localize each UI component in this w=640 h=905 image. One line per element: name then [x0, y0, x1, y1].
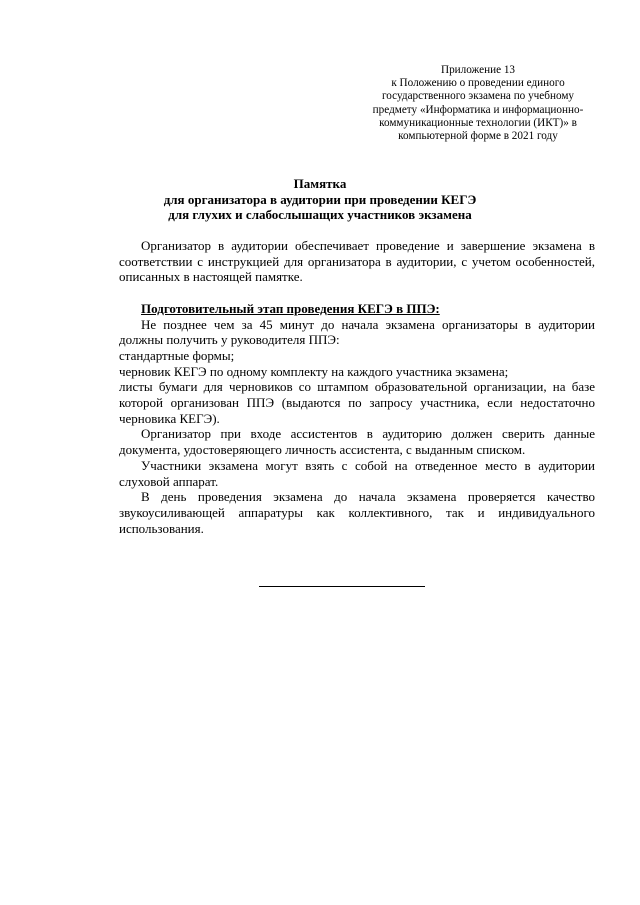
title-line: для глухих и слабослышащих участников экзамена: [168, 207, 472, 222]
end-separator-line: [259, 586, 425, 587]
appendix-line: предмету «Информатика и информационно-: [372, 103, 584, 116]
body-paragraph: Участники экзамена могут взять с собой на отведенное место в аудитории слуховой аппарат.: [119, 457, 595, 489]
list-item: черновик КЕГЭ по одному комплекту на каждого участника экзамена;: [119, 363, 509, 379]
appendix-line: Приложение 13: [440, 64, 516, 76]
section-heading-paragraph: [119, 301, 595, 317]
list-item: стандартные формы;: [119, 347, 235, 363]
intro-paragraph: Организатор в аудитории обеспечивает проведение и завершение экзамена в соответствии с инструкцией для организатора в аудитории, с учетом особенностей, описанных в настоящей памятке.: [119, 238, 595, 285]
section-lead-paragraph: Не позднее чем за 45 минут до начала экзамена организаторы в аудитории должны получить у руководителя ППЭ:: [119, 316, 595, 348]
list-item: листы бумаги для черновиков со штампом образовательной организации, на базе которой организован ППЭ (выдаются по запросу участника, если недостаточно черновика КЕГЭ).: [119, 379, 595, 426]
appendix-header: [362, 64, 594, 143]
appendix-line: к Положению о проведении единого: [391, 77, 565, 90]
document-body: [119, 238, 595, 536]
appendix-line: коммуникационные технологии (ИКТ)» в: [379, 116, 577, 129]
section-heading: Подготовительный этап проведения КЕГЭ в ППЭ:: [141, 300, 440, 316]
appendix-line: компьютерной форме в 2021 году: [398, 130, 558, 143]
document-title: [0, 176, 640, 223]
body-paragraph: В день проведения экзамена до начала экзамена проверяется качество звукоусиливающей аппаратуры как коллективного, так и индивидуального использования.: [119, 489, 595, 536]
appendix-line: государственного экзамена по учебному: [381, 90, 574, 103]
title-line: для организатора в аудитории при проведении КЕГЭ: [163, 191, 477, 207]
title-line: Памятка: [293, 176, 347, 191]
body-paragraph: Организатор при входе ассистентов в аудиторию должен сверить данные документа, удостоверяющего личность ассистента, с выданным списком.: [119, 426, 595, 458]
